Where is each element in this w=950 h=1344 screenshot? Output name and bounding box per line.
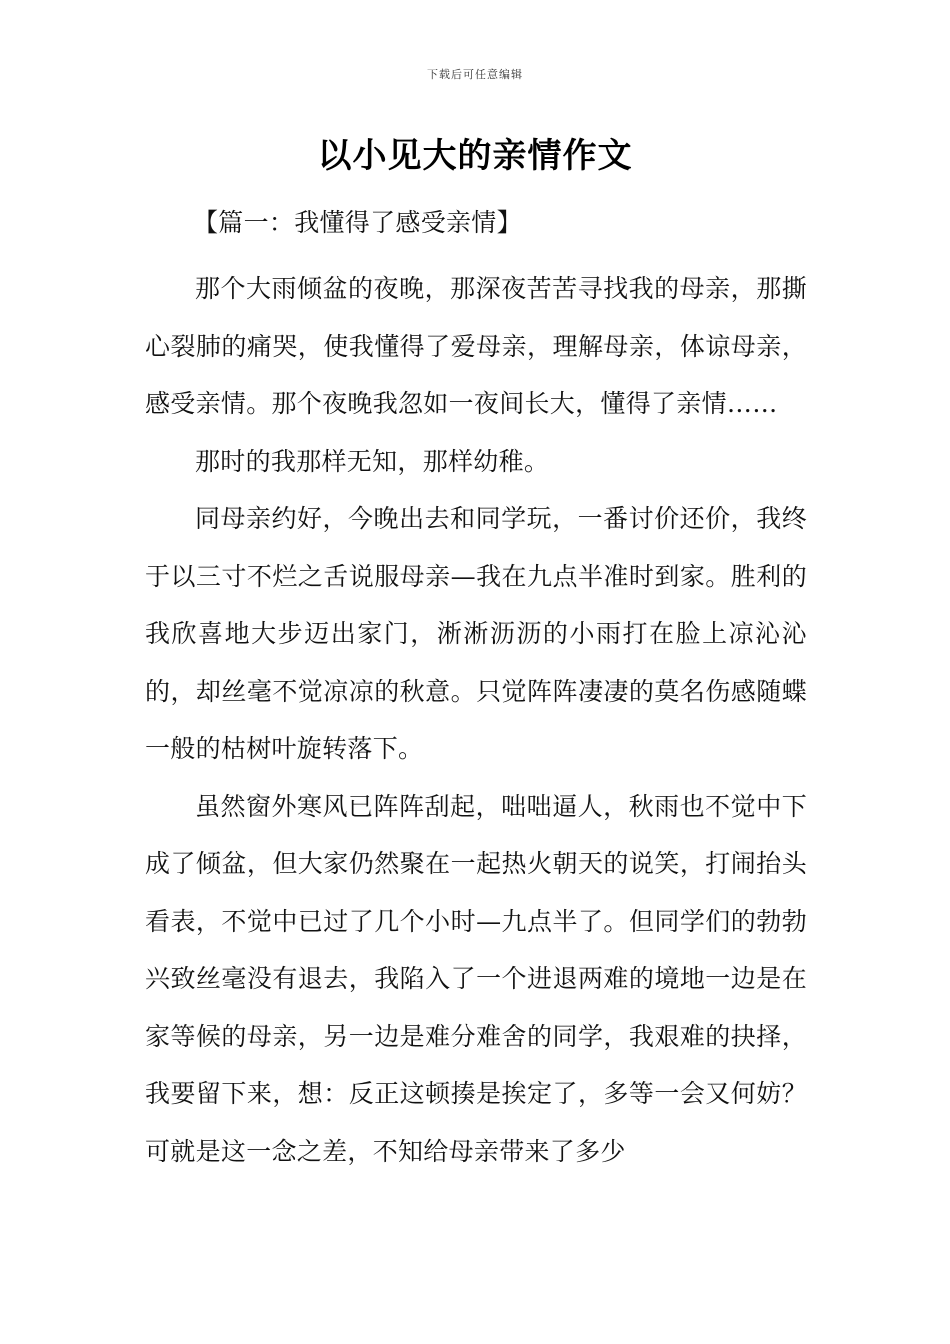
document-title: 以小见大的亲情作文: [317, 136, 633, 176]
paragraph-4: 虽然窗外寒风已阵阵刮起，咄咄逼人，秋雨也不觉中下成了倾盆，但大家仍然聚在一起热火朝天的说笑，打闹抬头看表，不觉中已过了几个小时—九点半了。但同学们的勃勃兴致丝毫没有退去，我陷入了一个进退两难的境地一边是在家等候的母亲，另一边是难分难舍的同学，我艰难的抉择，我要留下来，想：反正这顿揍是挨定了，多等一会又何妨？可就是这一念之差，不知给母亲带来了多少: [145, 791, 807, 1166]
article-body: [145, 200, 807, 1180]
paragraph-1: 那个大雨倾盆的夜晚，那深夜苦苦寻找我的母亲，那撕心裂肺的痛哭，使我懂得了爱母亲，理解母亲，体谅母亲，感受亲情。那个夜晚我忽如一夜间长大，懂得了亲情……: [145, 274, 807, 418]
spacer: [145, 246, 807, 260]
header-note: 下载后可任意编辑: [427, 68, 523, 81]
paragraph-3: 同母亲约好，今晚出去和同学玩，一番讨价还价，我终于以三寸不烂之舌说服母亲—我在九点半准时到家。胜利的我欣喜地大步迈出家门，淅淅沥沥的小雨打在脸上凉沁沁的，却丝毫不觉凉凉的秋意。只觉阵阵凄凄的莫名伤感随蝶一般的枯树叶旋转落下。: [145, 504, 807, 763]
section-heading: 【篇一：我懂得了感受亲情】: [193, 208, 522, 237]
paragraph-2: 那时的我那样无知，那样幼稚。: [195, 446, 550, 476]
